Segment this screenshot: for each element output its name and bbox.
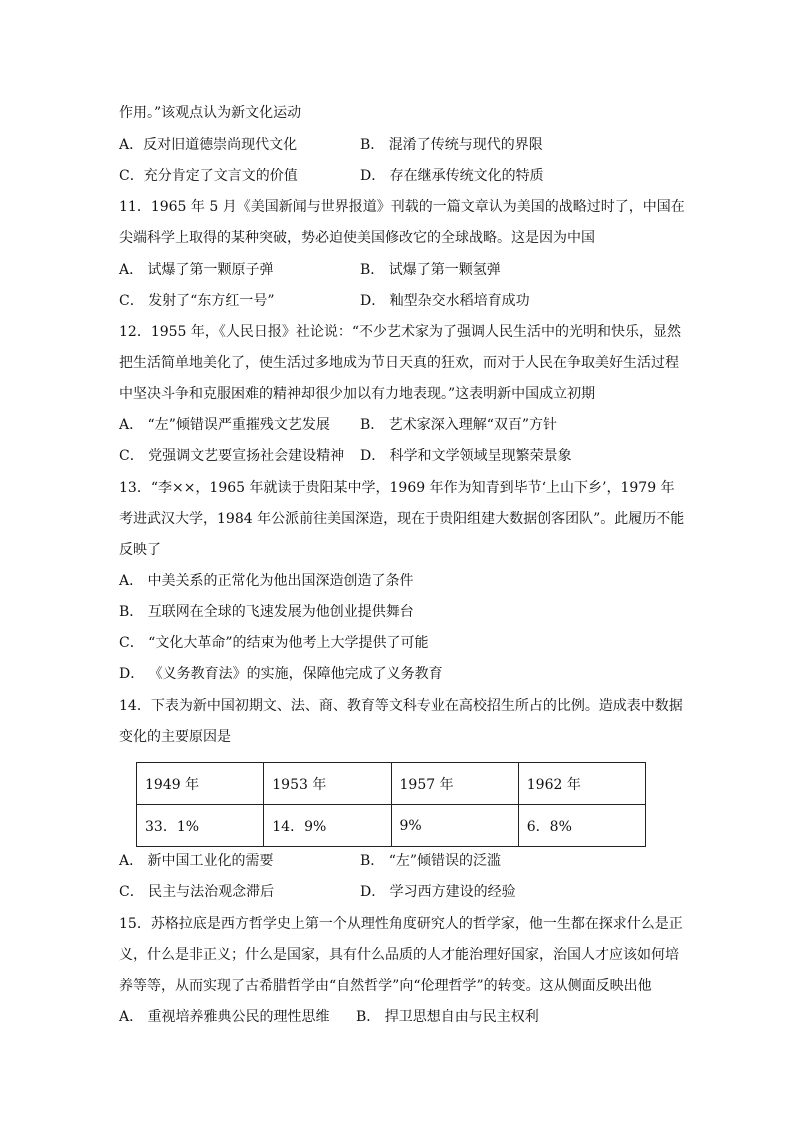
q11-option-b: B． 试爆了第一颗氢弹 xyxy=(360,262,501,278)
table-cell: 14．9% xyxy=(264,805,391,847)
q15-stem-line-2: 义，什么是非正义；什么是国家，具有什么品质的人才能治理好国家，治国人才应该如何培 xyxy=(119,947,679,963)
q14-stem-line-2: 变化的主要原因是 xyxy=(119,729,231,745)
q11-stem-line-1: 11．1965 年 5 月《美国新闻与世界报道》刊载的一篇文章认为美国的战略过时了，中国在 xyxy=(119,199,685,215)
q13-option-c: C． “文化大革命”的结束为他考上大学提供了可能 xyxy=(119,635,429,651)
enrollment-ratio-table xyxy=(136,762,646,847)
q14-option-b: B． “左”倾错误的泛滥 xyxy=(360,853,502,869)
q13-option-a: A． 中美关系的正常化为他出国深造创造了条件 xyxy=(119,573,414,589)
q14-option-a: A． 新中国工业化的需要 xyxy=(119,853,274,869)
table-header-cell: 1962 年 xyxy=(518,763,645,805)
q12-stem-line-2: 把生活简单地美化了，使生活过多地成为节日天真的狂欢，而对于人民在争取美好生活过程 xyxy=(119,355,679,371)
q13-option-d: D． 《义务教育法》的实施，保障他完成了义务教育 xyxy=(119,666,443,682)
q10-option-b: B． 混淆了传统与现代的界限 xyxy=(360,137,543,153)
q11-option-d: D． 籼型杂交水稻培育成功 xyxy=(360,293,530,309)
q11-stem-line-2: 尖端科学上取得的某种突破，势必迫使美国修改它的全球战略。这是因为中国 xyxy=(119,230,595,246)
q10-option-d: D． 存在继承传统文化的特质 xyxy=(360,168,544,184)
q11-option-c: C． 发射了“东方红一号” xyxy=(119,293,275,309)
q12-option-d: D． 科学和文学领域呈现繁荣景象 xyxy=(360,448,572,464)
q15-stem-line-3: 养等等，从而实现了古希腊哲学由“自然哲学”向“伦理哲学”的转变。这从侧面反映出他 xyxy=(119,978,652,994)
table-header-row xyxy=(137,763,646,805)
q13-stem-line-3: 反映了 xyxy=(119,542,161,558)
q11-option-a: A． 试爆了第一颗原子弹 xyxy=(119,262,274,278)
q10-option-c: C．充分肯定了文言文的价值 xyxy=(119,168,298,184)
q12-stem-line-3: 中坚决斗争和克服困难的精神却很少加以有力地表现。”这表明新中国成立初期 xyxy=(119,386,596,402)
q12-stem-line-1: 12．1955 年，《人民日报》社论说：“不少艺术家为了强调人民生活中的光明和快乐，显然 xyxy=(119,324,682,340)
table-cell: 6．8% xyxy=(518,805,645,847)
q12-option-c: C． 党强调文艺要宣扬社会建设精神 xyxy=(119,448,345,464)
table-header-cell: 1949 年 xyxy=(137,763,264,805)
q10-stem-tail: 作用。”该观点认为新文化运动 xyxy=(119,105,302,121)
q14-option-c: C． 民主与法治观念滞后 xyxy=(119,884,275,900)
table-header-cell: 1957 年 xyxy=(391,763,518,805)
q13-stem-line-1: 13．“李××，1965 年就读于贵阳某中学，1969 年作为知青到毕节‘上山下乡’，1979 年 xyxy=(119,480,675,496)
q13-stem-line-2: 考进武汉大学，1984 年公派前往美国深造，现在于贵阳组建大数据创客团队”。此履历不能 xyxy=(119,511,685,527)
q10-option-a: A．反对旧道德崇尚现代文化 xyxy=(119,137,298,153)
q15-stem-line-1: 15．苏格拉底是西方哲学史上第一个从理性角度研究人的哲学家，他一生都在探求什么是正 xyxy=(119,916,683,932)
q12-option-a: A． “左”倾错误严重摧残文艺发展 xyxy=(119,417,330,433)
table-cell: 33．1% xyxy=(137,805,264,847)
q15-option-a: A． 重视培养雅典公民的理性思维 xyxy=(119,1009,330,1025)
q13-option-b: B． 互联网在全球的飞速发展为他创业提供舞台 xyxy=(119,604,414,620)
q12-option-b: B． 艺术家深入理解“双百”方针 xyxy=(360,417,558,433)
q14-stem-line-1: 14．下表为新中国初期文、法、商、教育等文科专业在高校招生所占的比例。造成表中数据 xyxy=(119,698,683,714)
table-row xyxy=(137,805,646,847)
q14-option-d: D． 学习西方建设的经验 xyxy=(360,884,516,900)
table-cell: 9% xyxy=(391,805,518,847)
table-header-cell: 1953 年 xyxy=(264,763,391,805)
q15-option-b: B． 捍卫思想自由与民主权利 xyxy=(356,1009,539,1025)
